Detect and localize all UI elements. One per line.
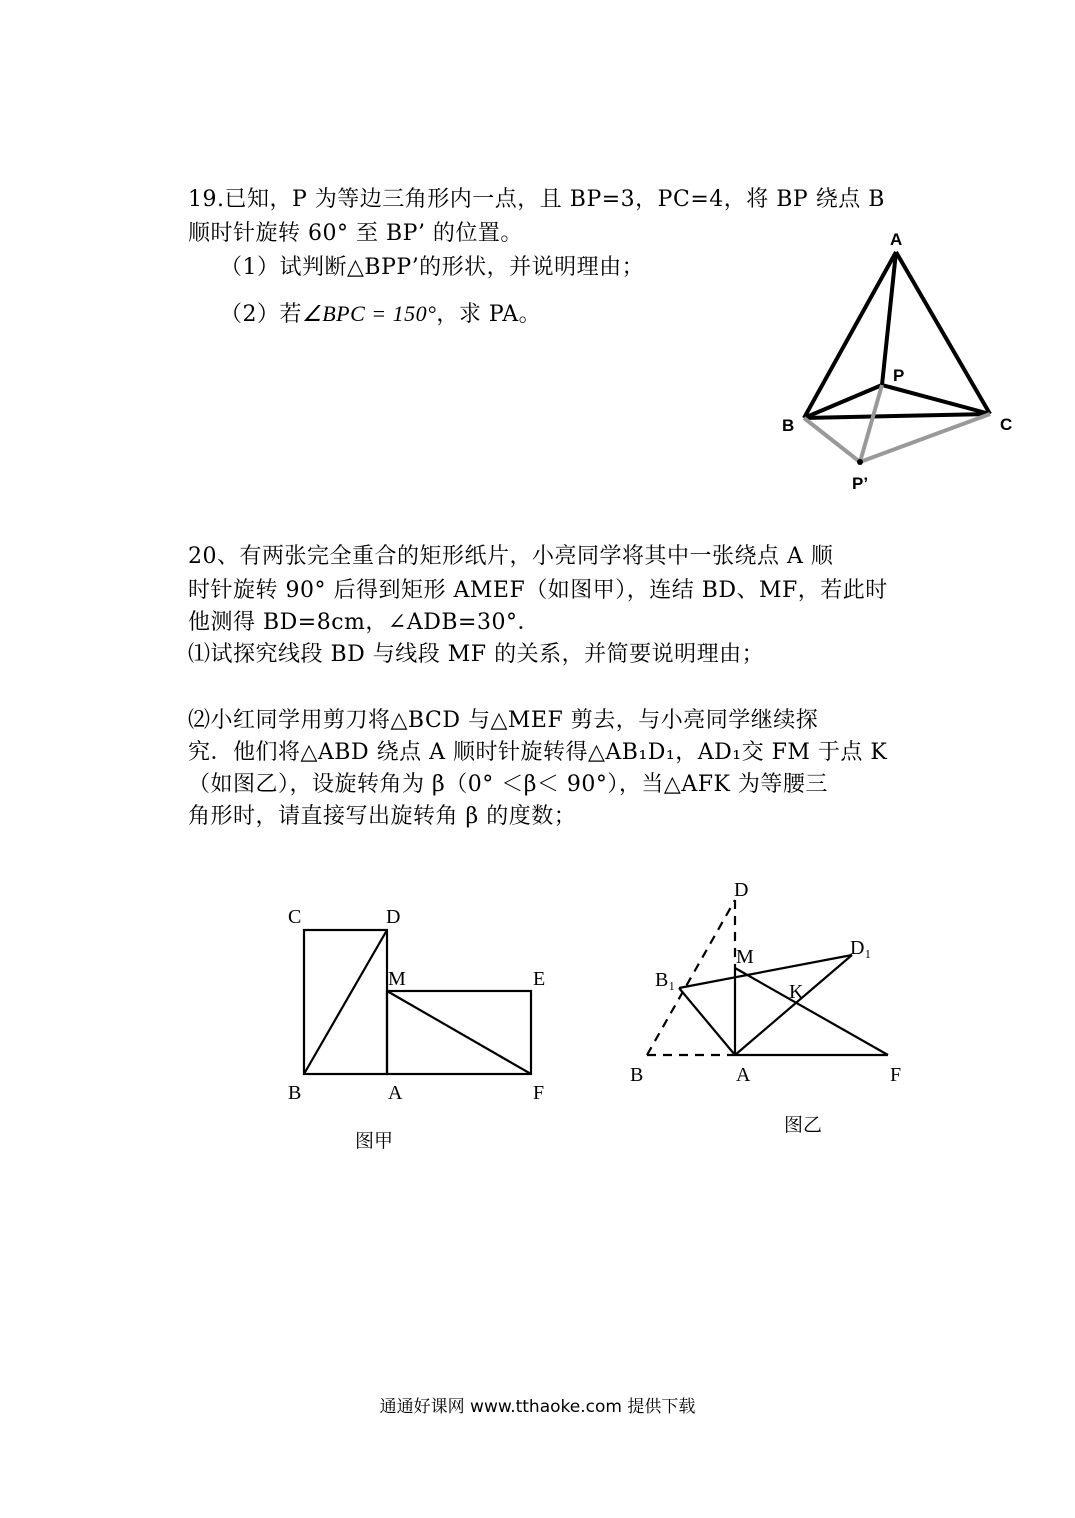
q19-part-2-prefix: （2）若: [220, 302, 302, 327]
q20-line-2: 时针旋转 90° 后得到矩形 AMEF（如图甲），连结 BD、MF，若此时: [188, 578, 888, 603]
jia-label-f: F: [533, 1082, 545, 1104]
yi-label-a: A: [736, 1064, 751, 1086]
q20-figure-yi: [647, 900, 888, 1055]
yi-label-f: F: [890, 1064, 902, 1086]
q20-part-1: ⑴试探究线段 BD 与线段 MF 的关系，并简要说明理由；: [188, 642, 765, 667]
q20-line-3: 他测得 BD=8cm，∠ADB=30°．: [188, 610, 540, 635]
q20-part-2-line-2: 究．他们将△ABD 绕点 A 顺时针旋转得△AB₁D₁，AD₁交 FM 于点 K: [188, 740, 888, 765]
yi-segment-b1d1: [679, 955, 852, 988]
jia-label-b: B: [288, 1082, 302, 1104]
jia-segment-mf: [387, 991, 531, 1074]
q19-segment-bp-prime: [804, 418, 860, 462]
yi-label-b1: B₁: [655, 969, 676, 991]
q20-line-1: 20、有两张完全重合的矩形纸片，小亮同学将其中一张绕点 A 顺: [188, 544, 834, 569]
q19-line-1: 19.已知，P 为等边三角形内一点，且 BP=3，PC=4，将 BP 绕点 B: [188, 187, 885, 212]
q19-part-1: （1）试判断△BPP’的形状，并说明理由；: [220, 255, 645, 280]
q19-segment-cp-prime: [860, 414, 990, 462]
yi-segment-ab1: [679, 988, 735, 1055]
q19-part-2-suffix: ，求 PA。: [436, 302, 542, 327]
jia-diagonal-bd: [304, 930, 387, 1074]
yi-label-d1: D₁: [850, 937, 872, 959]
q19-line-2: 顺时针旋转 60° 至 BP’ 的位置。: [188, 221, 523, 246]
yi-label-k: K: [789, 981, 804, 1003]
jia-label-d: D: [386, 906, 401, 928]
yi-label-d: D: [734, 879, 749, 901]
yi-label-b: B: [630, 1064, 644, 1086]
caption-figure-yi: 图乙: [784, 1114, 823, 1136]
q19-edge-ac: [896, 252, 990, 414]
yi-label-m: M: [736, 946, 754, 968]
jia-label-e: E: [533, 968, 546, 990]
yi-segment-ad1: [735, 955, 852, 1055]
q19-segment-pb: [804, 385, 882, 418]
caption-figure-jia: 图甲: [355, 1130, 394, 1152]
yi-segment-mf: [735, 968, 888, 1055]
q19-edge-bc: [804, 414, 990, 418]
q19-label-p: P: [893, 366, 905, 385]
q19-label-b: B: [782, 416, 795, 435]
q19-angle-expression: ∠BPC = 150°: [302, 301, 437, 326]
q19-figure: [782, 230, 1012, 493]
q19-label-a: A: [890, 230, 903, 249]
jia-label-a: A: [388, 1082, 403, 1104]
q19-point-p-prime: [857, 459, 863, 465]
q20-part-2-line-1: ⑵小红同学用剪刀将△BCD 与△MEF 剪去，与小亮同学继续探: [188, 708, 819, 733]
q19-segment-pp-prime: [860, 385, 882, 462]
q19-label-c: C: [1000, 415, 1013, 434]
q20-part-2-line-3: （如图乙），设旋转角为 β（0° ＜β＜ 90°），当△AFK 为等腰三: [188, 772, 828, 797]
page-footer: 通通好课网 www.tthaoke.com 提供下载: [379, 1397, 696, 1417]
q19-label-p-prime: P’: [852, 474, 869, 493]
q20-figure-jia: [304, 930, 531, 1074]
jia-label-c: C: [288, 906, 302, 928]
q20-part-2-line-4: 角形时，请直接写出旋转角 β 的度数；: [188, 804, 577, 829]
q19-edge-ab: [804, 252, 896, 418]
jia-label-m: M: [388, 968, 406, 990]
